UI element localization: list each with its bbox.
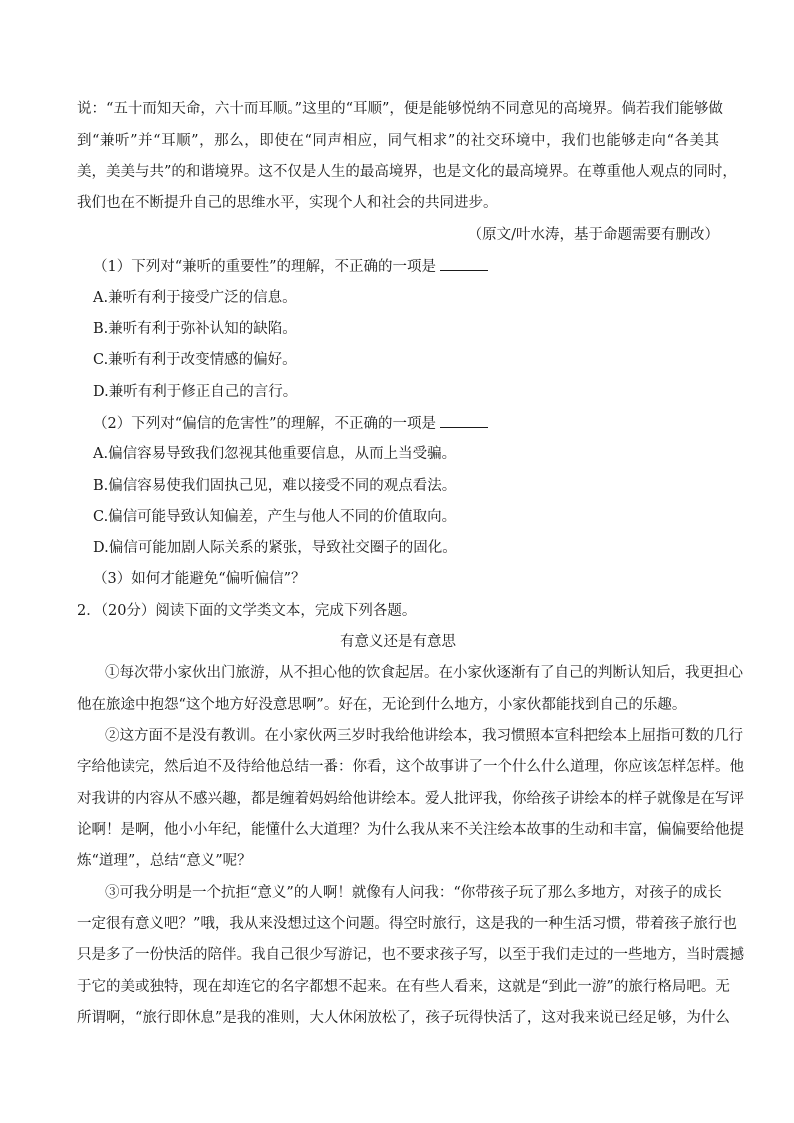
passage2-para3-line: 一定很有意义吧？”哦，我从来没想过这个问题。得空时旅行，这是我的一种生活习惯，带着孩子旅行也: [77, 916, 737, 932]
passage2-para2-line: 炼“道理”，总结“意义”呢？: [77, 853, 252, 869]
section-2-heading: 2．（20分）阅读下面的文学类文本，完成下列各题。: [77, 603, 417, 619]
passage2-para2-line: 对我讲的内容从不感兴趣，都是缠着妈妈给他讲绘本。爱人批评我，你给孩子讲绘本的样子就像是在写评: [77, 791, 744, 807]
passage1-line: 说：“五十而知天命，六十而耳顺。”这里的“耳顺”，便是能够悦纳不同意见的高境界。倘若我们能够做: [77, 101, 723, 117]
q1-option-b: B.兼听有利于弥补认知的缺陷。: [93, 321, 297, 337]
passage1-line: 到“兼听”并“耳顺”，那么，即使在“同声相应，同气相求”的社交环境中，我们也能够走向“各美其: [77, 133, 719, 149]
q1-option-c: C.兼听有利于改变情感的偏好。: [93, 352, 297, 368]
passage2-para2-line: 字给他读完，然后迫不及待给他总结一番：你看，这个故事讲了一个什么什么道理，你应该怎样怎样。他: [77, 759, 744, 775]
source-citation: （原文/叶水涛，基于命题需要有删改）: [467, 227, 719, 243]
q2-option-b: B.偏信容易使我们固执己见，难以接受不同的观点看法。: [93, 478, 457, 494]
passage2-para2-line: ②这方面不是没有教训。在小家伙两三岁时我给他讲绘本，我习惯照本宣科把绘本上屈指可数的几行: [105, 728, 743, 744]
passage2-para2-line: 论啊！是啊，他小小年纪，能懂什么大道理？为什么我从来不关注绘本故事的生动和丰富，偏偏要给他提: [77, 822, 744, 838]
passage2-para3-line: 只是多了一份快活的陪伴。我自己很少写游记，也不要求孩子写，以至于我们走过的一些地方，当时震撼: [77, 947, 744, 963]
q2-option-d: D.偏信可能加剧人际关系的紧张，导致社交圈子的固化。: [93, 540, 457, 556]
passage1-line: 美，美美与共”的和谐境界。这不仅是人生的最高境界，也是文化的最高境界。在尊重他人观点的同时，: [77, 164, 737, 180]
q1-option-d: D.兼听有利于修正自己的言行。: [93, 384, 298, 400]
passage2-para3-line: 于它的美或独特，现在却连它的名字都想不起来。在有些人看来，这就是“到此一游”的旅行格局吧。无: [77, 979, 730, 995]
passage2-para1-line: 他在旅途中抱怨“这个地方好没意思啊”。好在，无论到什么地方，小家伙都能找到自己的乐趣。: [77, 697, 687, 713]
question-3-stem: （3）如何才能避免“偏听偏信”？: [93, 571, 306, 587]
q2-option-a: A.偏信容易导致我们忽视其他重要信息，从而上当受骗。: [93, 446, 457, 462]
passage1-line: 我们也在不断提升自己的思维水平，实现个人和社会的共同进步。: [77, 195, 498, 211]
passage2-title: 有意义还是有意思: [340, 634, 456, 650]
passage2-para3-line: ③可我分明是一个抗拒“意义”的人啊！就像有人问我：“你带孩子玩了那么多地方，对孩子的成长: [105, 885, 722, 901]
question-1-stem: （1）下列对“兼听的重要性”的理解，不正确的一项是: [93, 256, 719, 277]
passage2-para1-line: ①每次带小家伙出门旅游，从不担心他的饮食起居。在小家伙逐渐有了自己的判断认知后，我更担心: [105, 665, 743, 681]
q2-option-c: C.偏信可能导致认知偏差，产生与他人不同的价值取向。: [93, 509, 457, 525]
answer-blank[interactable]: [440, 256, 488, 271]
question-2-stem: （2）下列对“偏信的危害性”的理解，不正确的一项是: [93, 413, 719, 434]
q1-option-a: A.兼听有利于接受广泛的信息。: [93, 290, 297, 306]
passage2-para3-line: 所谓啊，“旅行即休息”是我的准则，大人休闲放松了，孩子玩得快活了，这对我来说已经足够，为什么: [77, 1010, 730, 1026]
answer-blank[interactable]: [440, 413, 488, 428]
